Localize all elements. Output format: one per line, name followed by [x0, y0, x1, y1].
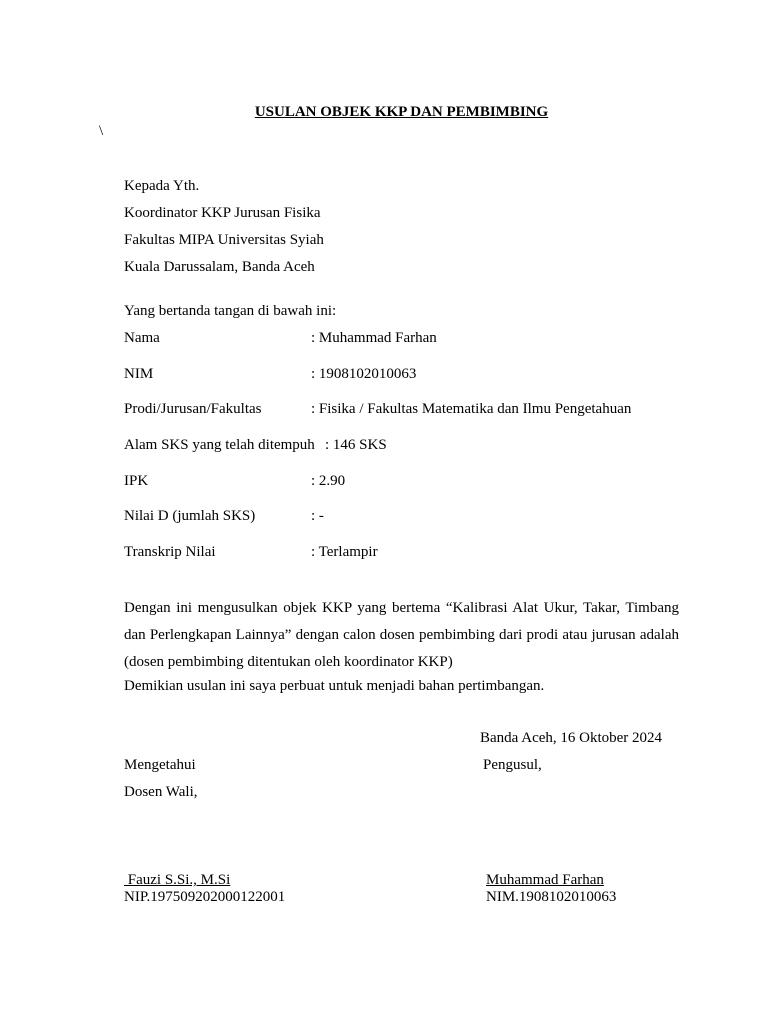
signature-left-line-1: Mengetahui [124, 757, 196, 773]
field-label-nilai-d: Nilai D (jumlah SKS) [124, 508, 256, 524]
field-label-transkrip: Transkrip Nilai [124, 544, 216, 560]
field-label-nim: NIM [124, 366, 154, 382]
addressee-line-4: Kuala Darussalam, Banda Aceh [124, 259, 315, 275]
document-title: USULAN OBJEK KKP DAN PEMBIMBING [254, 104, 549, 120]
closing-sentence: Demikian usulan ini saya perbuat untuk menjadi bahan pertimbangan. [124, 678, 545, 694]
addressee-line-3: Fakultas MIPA Universitas Syiah [124, 232, 324, 248]
field-value-sks: : 146 SKS [325, 437, 387, 453]
signature-right-line-1: Pengusul, [483, 757, 542, 773]
field-value-transkrip: : Terlampir [311, 544, 378, 560]
signature-right-id: NIM.1908102010063 [486, 889, 617, 905]
place-date: Banda Aceh, 16 Oktober 2024 [480, 730, 663, 746]
field-value-nilai-d: : - [311, 508, 324, 524]
signature-right-name: Muhammad Farhan [486, 872, 604, 888]
field-value-nama: : Muhammad Farhan [311, 330, 437, 346]
signature-left-line-2: Dosen Wali, [124, 784, 198, 800]
intro-text: Yang bertanda tangan di bawah ini: [124, 303, 337, 319]
field-value-prodi: : Fisika / Fakultas Matematika dan Ilmu Pengetahuan [311, 401, 632, 417]
field-label-nama: Nama [124, 330, 160, 346]
signature-left-id: NIP.197509202000122001 [124, 889, 286, 905]
addressee-line-2: Koordinator KKP Jurusan Fisika [124, 205, 321, 221]
field-label-sks: Alam SKS yang telah ditempuh [124, 437, 315, 453]
field-label-prodi: Prodi/Jurusan/Fakultas [124, 401, 262, 417]
body-paragraph: Dengan ini mengusulkan objek KKP yang bertema “Kalibrasi Alat Ukur, Takar, Timbang dan Perlengkapan Lainnya” dengan calon dosen pembimbing dari prodi atau jurusan adalah (dosen pembimbing ditentukan oleh koordinator KKP) [124, 600, 679, 670]
field-label-ipk: IPK [124, 473, 149, 489]
field-value-nim: : 1908102010063 [311, 366, 417, 382]
addressee-line-1: Kepada Yth. [124, 178, 200, 194]
field-value-ipk: : 2.90 [311, 473, 346, 489]
signature-left-name: Fauzi S.Si., M.Si [124, 872, 231, 888]
stray-mark: \ [99, 123, 104, 139]
